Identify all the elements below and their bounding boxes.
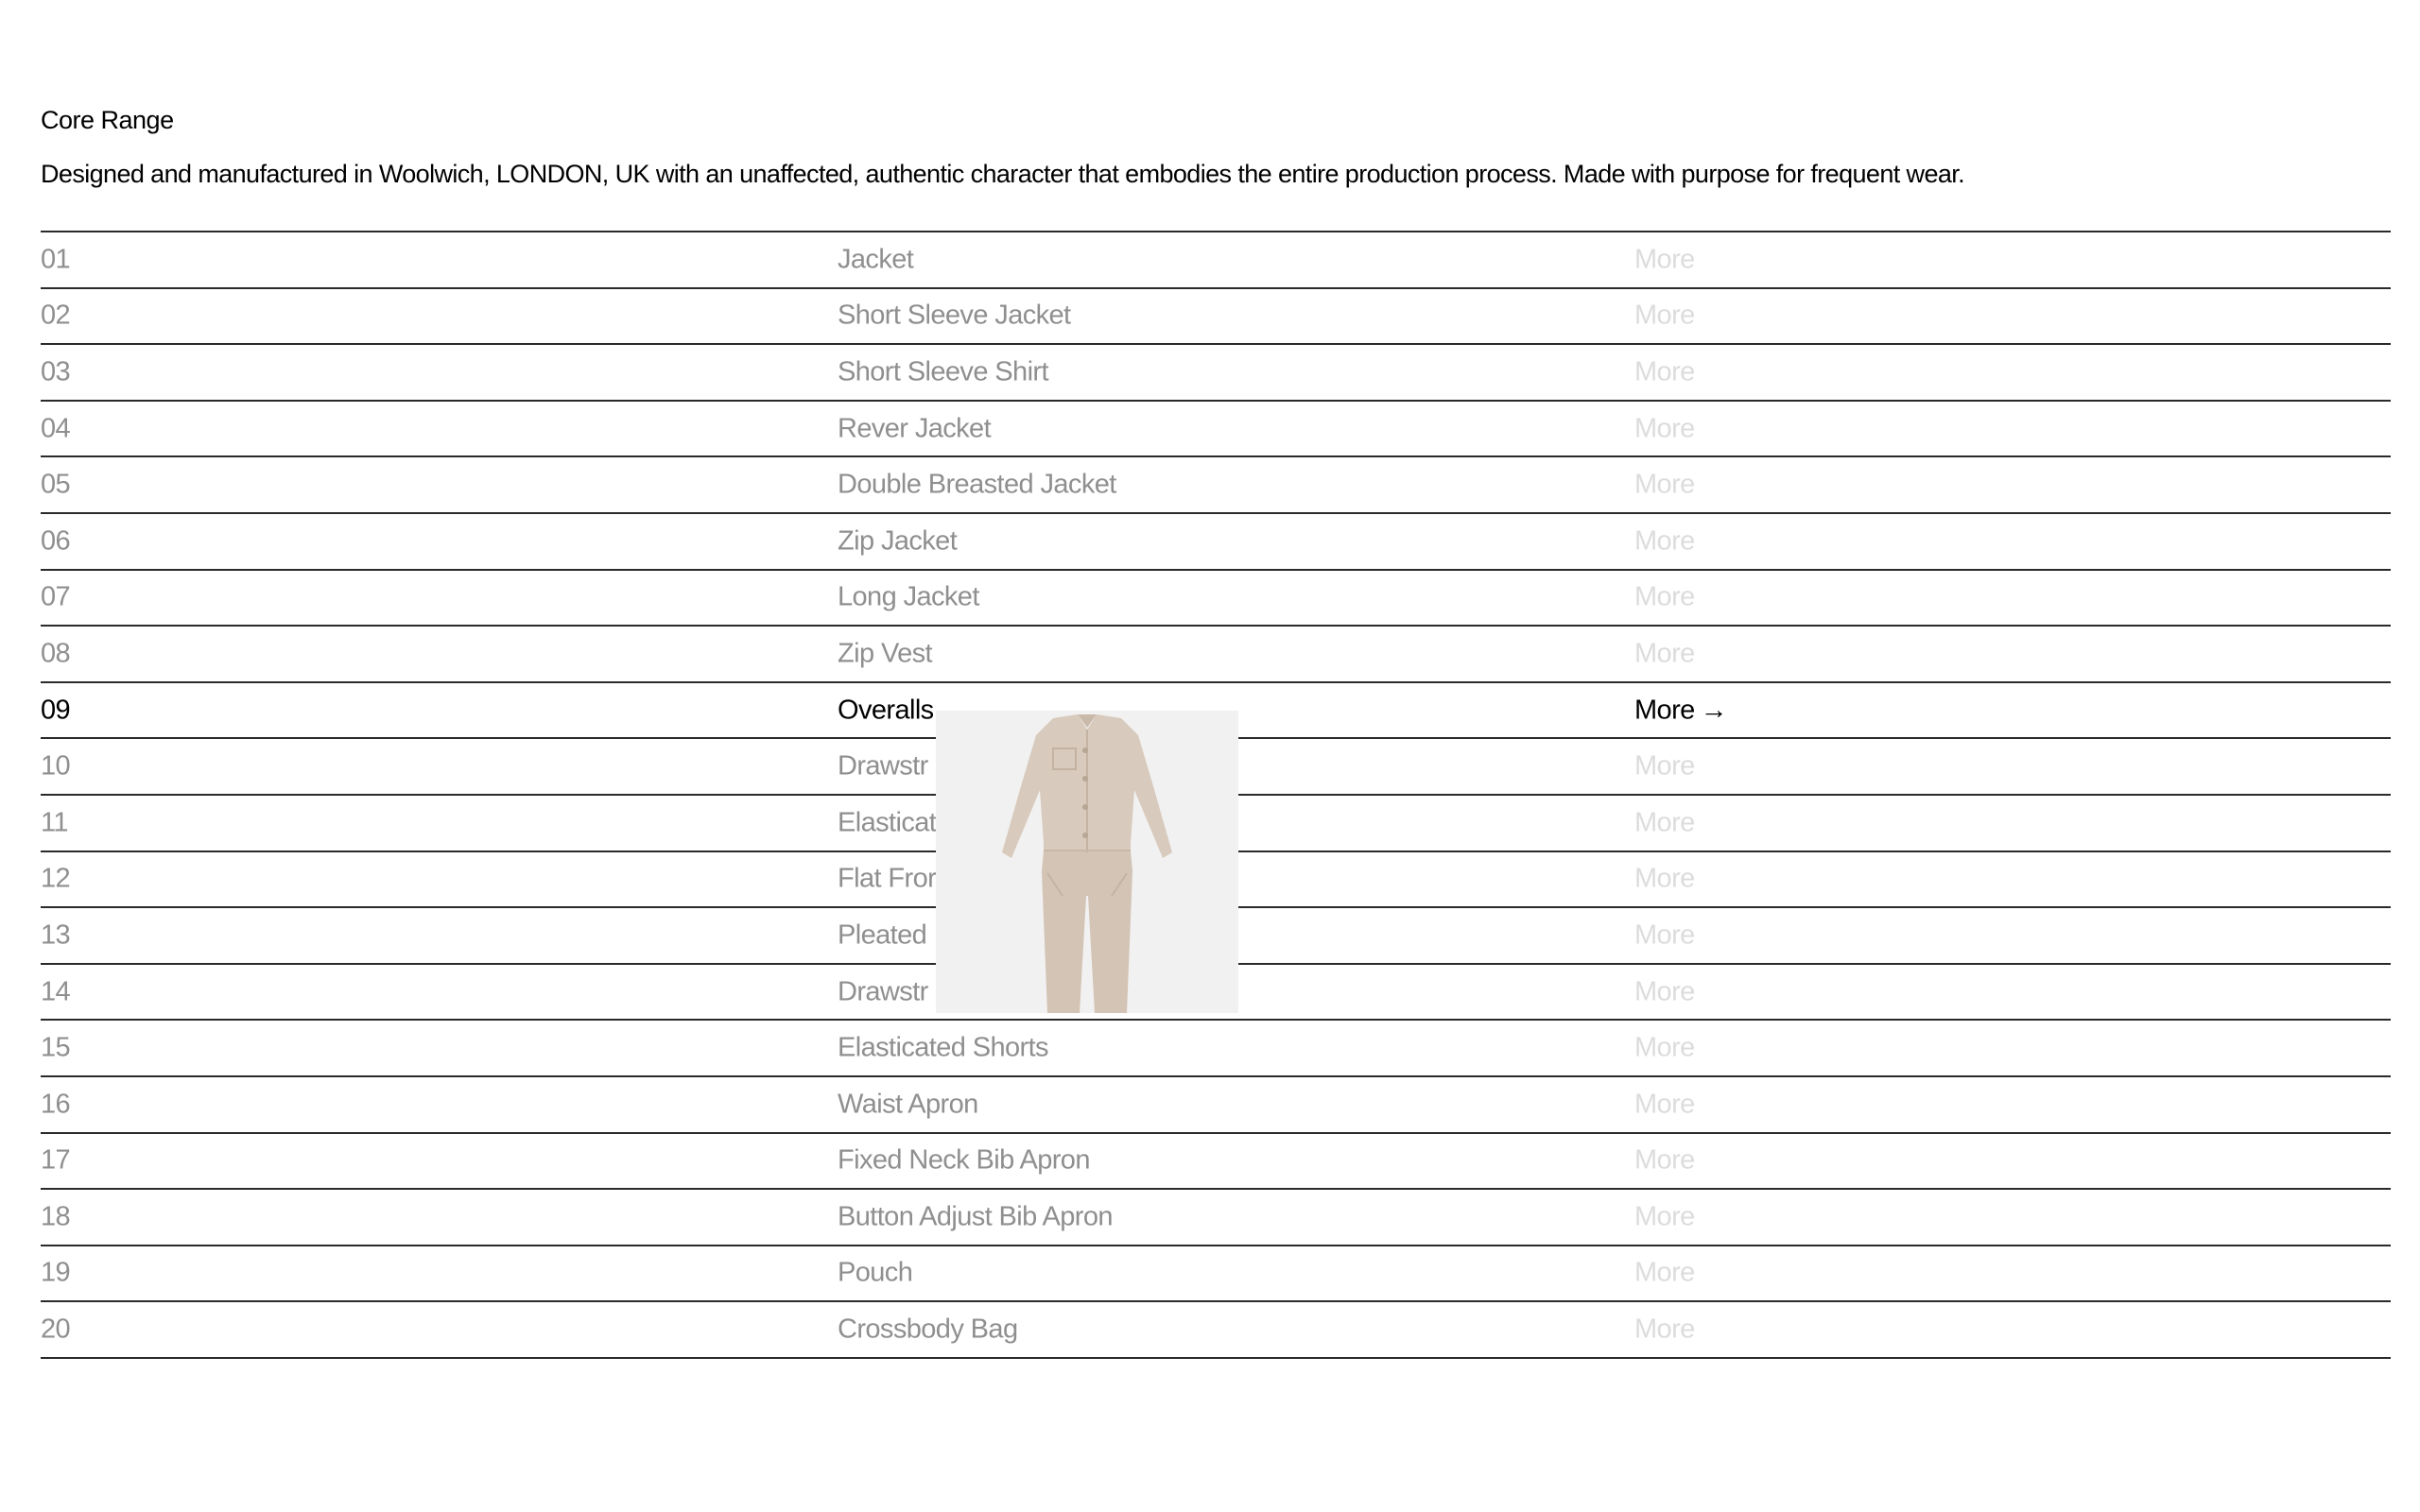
more-link[interactable] [1634, 919, 1695, 951]
more-link-label: More [1634, 750, 1695, 782]
product-name[interactable]: Pleated [838, 919, 927, 951]
more-link-label: More [1634, 1201, 1695, 1232]
more-link[interactable] [1634, 413, 1695, 444]
section-description: Designed and manufactured in Woolwich, LONDON, UK with an unaffected, authentic character that embodies the entire production process. Made with purpose for frequent wear. [41, 160, 1965, 188]
product-row[interactable] [41, 1134, 2391, 1191]
product-row[interactable] [41, 457, 2391, 514]
product-name[interactable]: Pouch [838, 1257, 913, 1288]
more-link[interactable] [1634, 751, 1695, 782]
product-number: 02 [41, 300, 71, 331]
product-row[interactable] [41, 1077, 2391, 1134]
product-row[interactable] [41, 1021, 2391, 1077]
more-link[interactable] [1634, 1089, 1695, 1120]
more-link-label: More [1634, 695, 1695, 726]
product-number: 08 [41, 638, 71, 669]
product-name[interactable]: Zip Jacket [838, 525, 958, 557]
product-row[interactable] [41, 1190, 2391, 1246]
product-name[interactable]: Short Sleeve Jacket [838, 300, 1071, 331]
more-link[interactable] [1634, 1258, 1695, 1289]
more-link-label: More [1634, 525, 1695, 557]
product-number: 06 [41, 525, 71, 557]
product-number: 18 [41, 1201, 71, 1232]
product-name[interactable]: Fixed Neck Bib Apron [838, 1144, 1090, 1176]
product-row[interactable] [41, 1246, 2391, 1303]
section-title: Core Range [41, 106, 174, 134]
more-link-label: More [1634, 863, 1695, 894]
more-link[interactable] [1634, 695, 1727, 726]
product-name[interactable]: Flat Fror [838, 863, 937, 894]
product-name[interactable]: Drawstr [838, 976, 928, 1007]
overalls-icon [936, 711, 1238, 1013]
product-number: 03 [41, 356, 71, 387]
more-link[interactable] [1634, 864, 1695, 895]
product-row[interactable] [41, 627, 2391, 683]
more-link-label: More [1634, 1314, 1695, 1345]
more-link[interactable] [1634, 976, 1695, 1007]
product-name[interactable]: Zip Vest [838, 638, 932, 669]
product-number: 05 [41, 469, 71, 500]
more-link-label: More [1634, 807, 1695, 838]
more-link-label: More [1634, 356, 1695, 387]
more-link[interactable] [1634, 470, 1695, 501]
product-number: 17 [41, 1144, 71, 1176]
product-number: 19 [41, 1257, 71, 1288]
product-name[interactable]: Double Breasted Jacket [838, 469, 1116, 500]
product-number: 07 [41, 581, 71, 612]
more-link-label: More [1634, 581, 1695, 612]
more-link[interactable] [1634, 638, 1695, 669]
product-name[interactable]: Elasticat [838, 807, 937, 838]
product-name[interactable]: Jacket [838, 244, 914, 275]
product-row[interactable] [41, 571, 2391, 627]
product-number: 16 [41, 1089, 71, 1120]
more-link-label: More [1634, 1257, 1695, 1288]
more-link[interactable] [1634, 356, 1695, 387]
more-link-label: More [1634, 1032, 1695, 1063]
product-name[interactable]: Crossbody Bag [838, 1314, 1018, 1345]
product-name[interactable]: Waist Apron [838, 1089, 978, 1120]
more-link-label: More [1634, 469, 1695, 500]
product-number: 15 [41, 1032, 71, 1063]
arrow-right-icon: → [1700, 695, 1728, 726]
more-link[interactable] [1634, 525, 1695, 557]
more-link[interactable] [1634, 582, 1695, 613]
product-row[interactable] [41, 232, 2391, 289]
more-link[interactable] [1634, 1201, 1695, 1232]
more-link[interactable] [1634, 1033, 1695, 1064]
more-link[interactable] [1634, 1314, 1695, 1346]
more-link-label: More [1634, 1144, 1695, 1176]
product-name[interactable]: Short Sleeve Shirt [838, 356, 1048, 387]
product-name[interactable]: Long Jacket [838, 581, 979, 612]
product-name[interactable]: Button Adjust Bib Apron [838, 1201, 1113, 1232]
product-name[interactable]: Drawstr [838, 750, 928, 782]
more-link-label: More [1634, 638, 1695, 669]
more-link-label: More [1634, 244, 1695, 275]
product-row[interactable] [41, 1302, 2391, 1359]
product-row[interactable] [41, 345, 2391, 402]
product-number: 20 [41, 1314, 71, 1345]
more-link-label: More [1634, 1089, 1695, 1120]
product-name[interactable]: Rever Jacket [838, 413, 992, 444]
product-number: 13 [41, 919, 71, 951]
product-row[interactable] [41, 289, 2391, 346]
product-row[interactable] [41, 514, 2391, 571]
product-name[interactable]: Overalls [838, 695, 934, 726]
product-number: 10 [41, 750, 71, 782]
product-number: 01 [41, 244, 71, 275]
more-link[interactable] [1634, 244, 1695, 275]
product-number: 11 [41, 807, 68, 838]
more-link-label: More [1634, 300, 1695, 331]
more-link-label: More [1634, 919, 1695, 951]
product-row[interactable] [41, 402, 2391, 458]
product-number: 14 [41, 976, 71, 1007]
product-name[interactable]: Elasticated Shorts [838, 1032, 1048, 1063]
more-link-label: More [1634, 976, 1695, 1007]
product-number: 12 [41, 863, 71, 894]
product-number: 09 [41, 695, 71, 726]
more-link[interactable] [1634, 301, 1695, 332]
product-number: 04 [41, 413, 71, 444]
more-link[interactable] [1634, 807, 1695, 838]
product-preview-image [936, 711, 1238, 1013]
more-link[interactable] [1634, 1145, 1695, 1177]
more-link-label: More [1634, 413, 1695, 444]
